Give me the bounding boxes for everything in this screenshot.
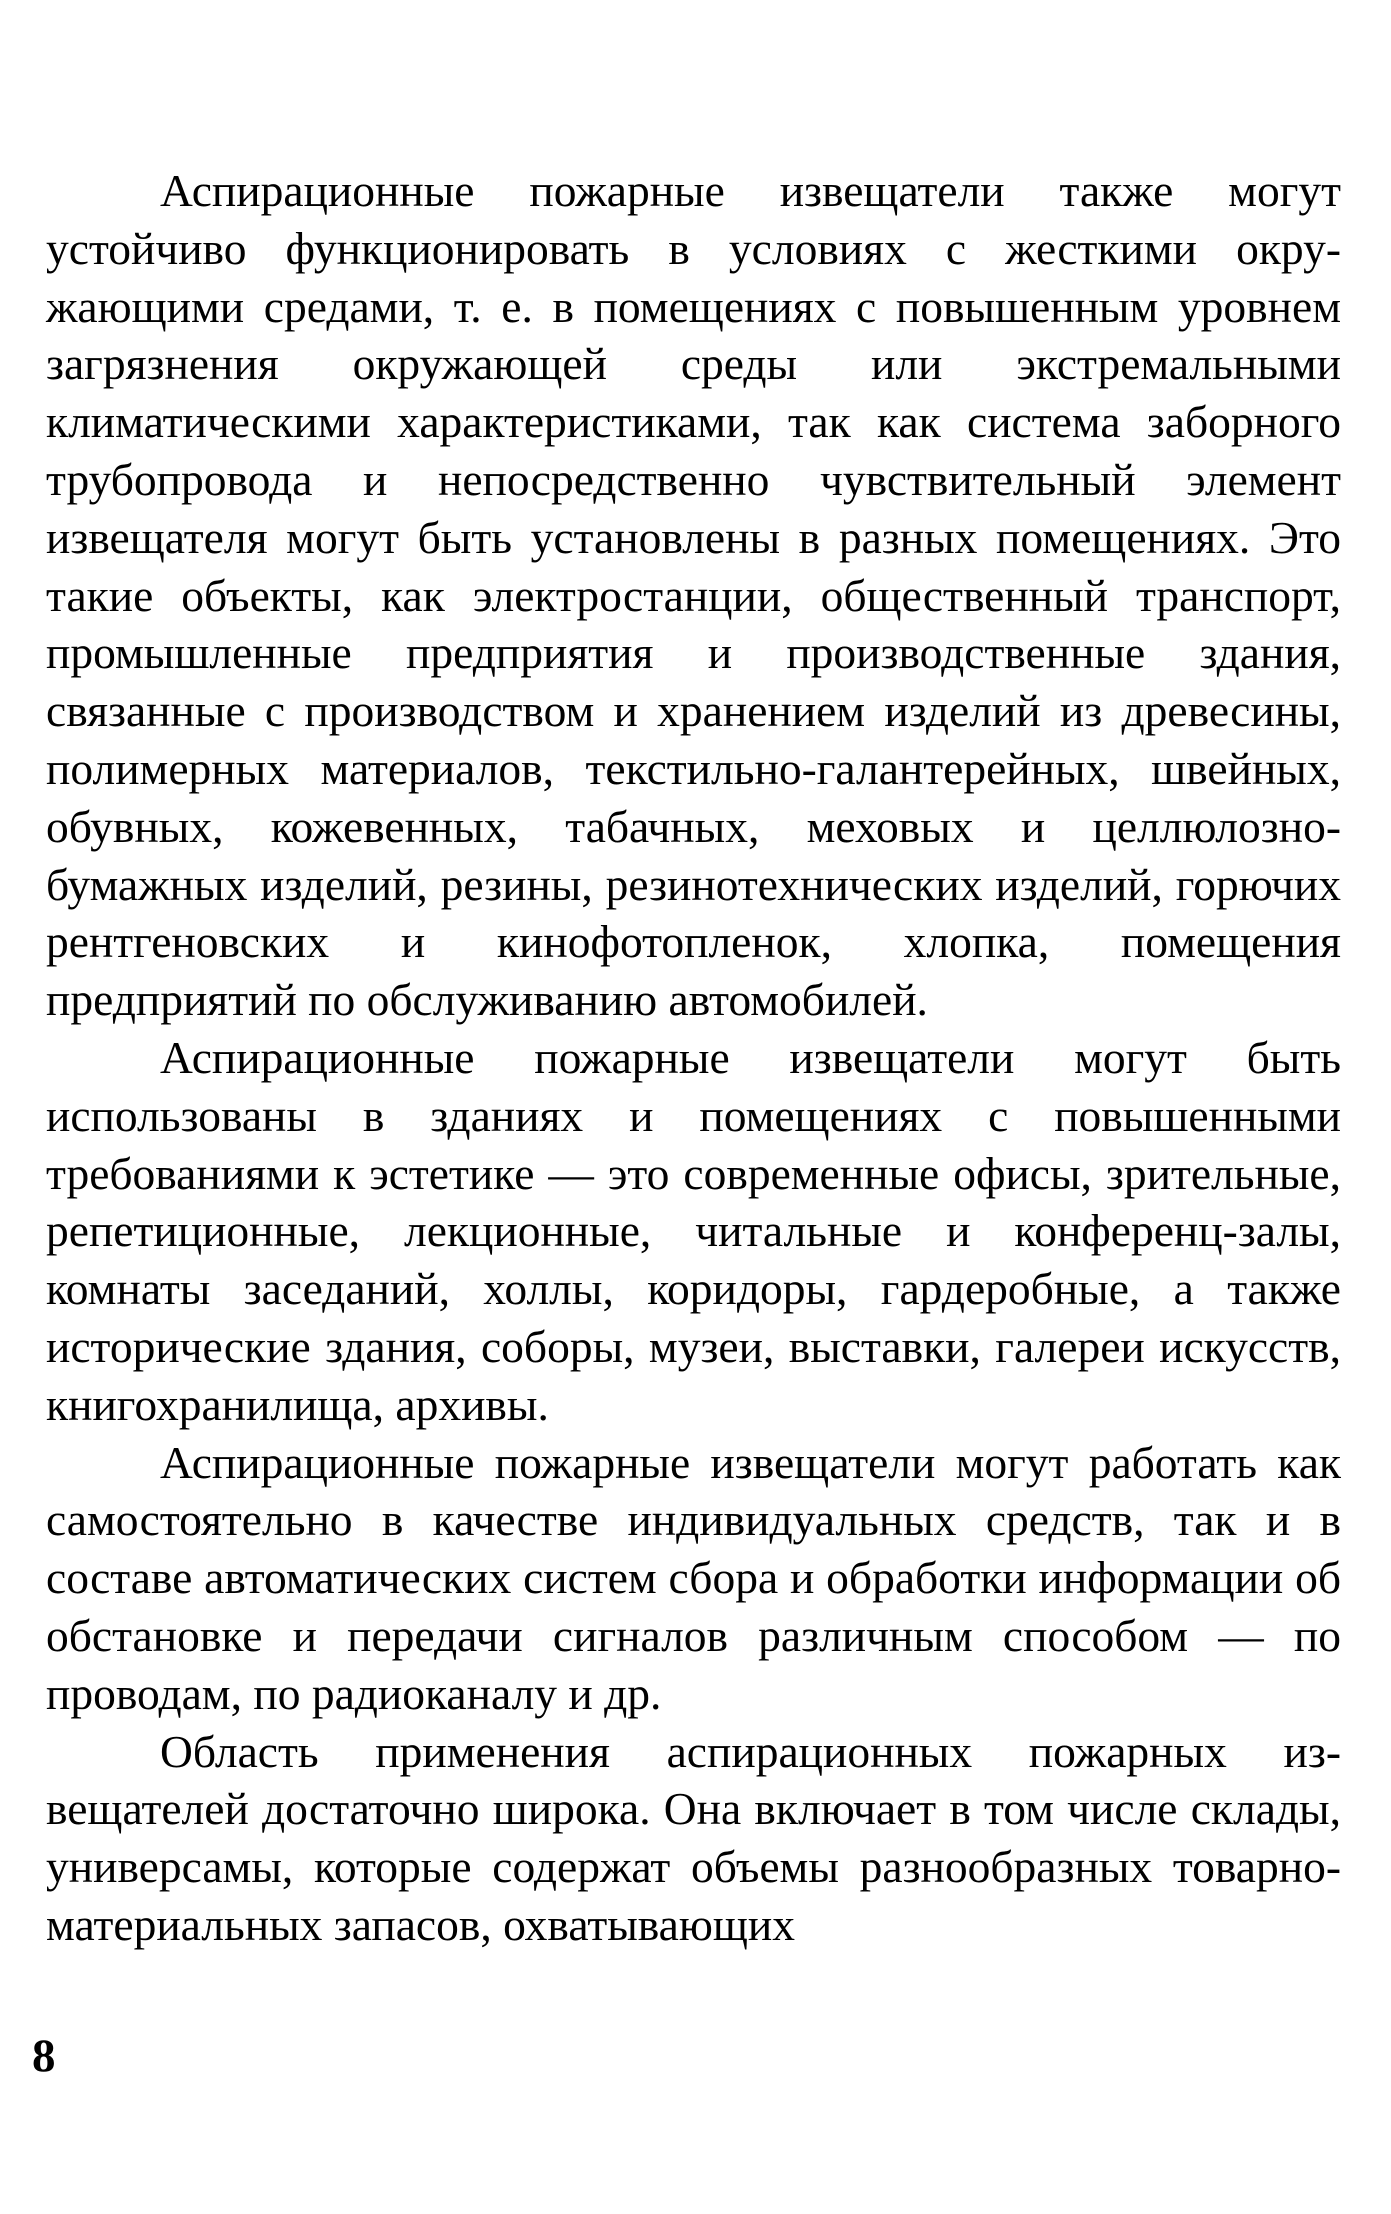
page-number: 8 [32, 2030, 56, 2082]
paragraph-2: Аспирационные пожарные извещатели могут быть использованы в зданиях и помещениях с повышенными требованиями к эстетике — это современные офисы, зрительные, репетиционные, лекционные, читальные и конференц-залы, комнаты заседаний, холлы, коридоры, гардеробные, а также исторические здания, соборы, музеи, выставки, галереи искусств, книгохранилища, архивы. [46, 1031, 1341, 1430]
document-page [46, 162, 1341, 1954]
paragraph-3: Аспирационные пожарные извещатели могут работать как самостоятельно в качестве индивидуальных средств, так и в составе автоматических систем сбора и обработки информации об обстановке и передачи сигналов различным способом — по проводам, по радиоканалу и др. [46, 1436, 1341, 1719]
paragraph-1: Аспирационные пожарные извещатели также могут устойчиво функционировать в условиях с жесткими окружающими средами, т. е. в помещениях с повышенным уровнем загрязнения окружающей среды или экстремальными климатическими характеристиками, так как система заборного трубопровода и непосредственно чувствительный элемент извещателя могут быть установлены в разных помещениях. Это такие объекты, как электростанции, общественный транспорт, промышленные предприятия и производственные здания, связанные с производством и хранением изделий из древесины, полимерных материалов, текстильно-галантерейных, швейных, обувных, кожевенных, табачных, меховых и целлюлозно-бумажных изделий, резины, резинотехнических изделий, горючих рентгеновских и кинофотопленок, хлопка, помещения предприятий по обслуживанию автомобилей. [46, 165, 1341, 1026]
paragraph-4: Область применения аспирационных пожарных извещателей достаточно широка. Она включает в том числе склады, универсамы, которые содержат объемы разнообразных товарно-материальных запасов, охватывающих [46, 1725, 1341, 1950]
